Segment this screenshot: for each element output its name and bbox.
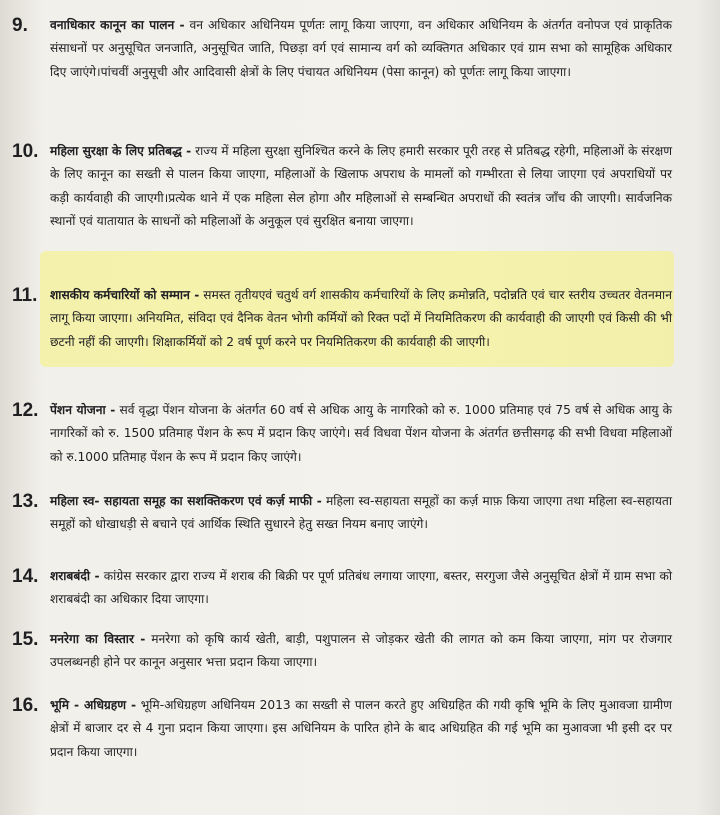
item-number: 9. (12, 15, 28, 36)
item-number: 11. (12, 285, 38, 306)
list-item-14 (12, 565, 672, 612)
item-heading: भूमि - अधिग्रहण - (50, 698, 137, 712)
list-item-11 (12, 284, 672, 354)
item-text: वन अधिकार अधिनियम पूर्णतः लागू किया जाएगा, वन अधिकार अधिनियम के अंतर्गत वनोपज एवं प्राकृतिक संसाधनों पर अनुसूचित जनजाति, अनुसूचित जाति, पिछड़ा वर्ग एवं सामान्य वर्ग को व्यक्तिगत अधिकार एवं ग्राम सभा को सामूहिक अधिकार दिए जाएंगे।पांचवीं अनुसूची और आदिवासी क्षेत्रों के लिए पंचायत अधिनियम (पेसा कानून) को पूर्णतः लागू किया जाएगा। (50, 18, 672, 79)
item-text: महिला स्व-सहायता समूहों का कर्ज़ माफ़ किया जाएगा तथा महिला स्व-सहायता समूहों को धोखाधड़ी से बचाने एवं आर्थिक स्थिति सुधारने हेतु सख्त नियम बनाए जाएंगे। (50, 494, 673, 532)
item-heading: महिला सुरक्षा के लिए प्रतिबद्ध - (50, 144, 192, 158)
item-number: 15. (12, 629, 39, 650)
item-number: 14. (12, 566, 39, 587)
item-heading: शासकीय कर्मचारियों को सम्मान - (50, 288, 200, 302)
page-shadow (698, 0, 720, 815)
list-item-15 (12, 628, 672, 675)
item-body (50, 399, 672, 469)
list-item-9 (12, 14, 672, 84)
item-number: 12. (12, 400, 39, 421)
item-number: 10. (12, 141, 39, 162)
item-text: राज्य में महिला सुरक्षा सुनिश्चित करने के लिए हमारी सरकार पूरी तरह से प्रतिबद्ध रहेगी, महिलाओं के संरक्षण के लिए कानून का सख्ती से पालन किया जाएगा, महिलाओं के खिलाफ अपराध के मामलों को गम्भीरता से लिया जाएगा एवं अपराधियों पर कड़ी कार्यवाही की जाएगी।प्रत्येक थाने में एक महिला सेल होगा और महिलाओं से सम्बन्धित अपराधों की स्वतंत्र जाँच की जाएगी। सार्वजनिक स्थानों एवं यातायात के साधनों को महिलाओं के अनुकूल एवं सुरक्षित बनाया जाएगा। (50, 144, 673, 228)
list-item-10 (12, 140, 672, 233)
item-body (50, 490, 672, 537)
item-body (50, 694, 672, 764)
item-body (50, 628, 672, 675)
item-body (50, 140, 672, 233)
item-body (50, 284, 672, 354)
item-number: 16. (12, 695, 39, 716)
item-heading: मनरेगा का विस्तार - (50, 632, 146, 646)
item-heading: महिला स्व- सहायता समूह का सशक्तिकरण एवं कर्ज़ माफी - (50, 494, 322, 508)
item-body (50, 565, 672, 612)
item-heading: वनाधिकार कानून का पालन - (50, 18, 185, 32)
list-item-16 (12, 694, 672, 764)
item-heading: शराबबंदी - (50, 569, 100, 583)
list-item-12 (12, 399, 672, 469)
item-text: मनरेगा को कृषि कार्य खेती, बाड़ी, पशुपालन से जोड़कर खेती की लागत को कम किया जाएगा, मांग पर रोजगार उपलब्धनही होने पर कानून अनुसार भत्ता प्रदान किया जाएगा। (50, 632, 673, 670)
item-heading: पेंशन योजना - (50, 403, 116, 417)
item-text: भूमि-अधिग्रहण अधिनियम 2013 का सख्ती से पालन करते हुए अधिग्रहित की गयी कृषि भूमि के लिए मुआवजा ग्रामीण क्षेत्रों में बाजार दर से 4 गुना प्रदान किया जाएगा। इस अधिनियम के पारित होने के बाद अधिग्रहित की गई भूमि का मुआवजा भी इसी दर पर प्रदान किया जाएगा। (50, 698, 672, 759)
item-number: 13. (12, 491, 39, 512)
item-text: सर्व वृद्धा पेंशन योजना के अंतर्गत 60 वर्ष से अधिक आयु के नागरिको को रु. 1000 प्रतिमाह एवं 75 वर्ष से अधिक आयु के नागरिकों को रु. 1500 प्रतिमाह पेंशन के रूप में प्रदान किए जाएंगे। सर्व विधवा पेंशन योजना के अंतर्गत छत्तीसगढ़ की सभी विधवा महिलाओं को रु.1000 प्रतिमाह पेंशन के रूप में प्रदान किए जाएंगे। (50, 403, 672, 464)
item-body (50, 14, 672, 84)
item-text: समस्त तृतीयएवं चतुर्थ वर्ग शासकीय कर्मचारियों के लिए क्रमोन्नति, पदोन्नति एवं चार स्तरीय उच्चतर वेतनमान लागू किया जाएगा। अनियमित, संविदा एवं दैनिक वेतन भोगी कर्मियों को रिक्त पदों में नियमितिकरण की कार्यवाही की जाएगी एवं किसी की भी छटनी नहीं की जाएगी। शिक्षाकर्मियों को 2 वर्ष पूर्ण करने पर नियमितिकरण की कार्यवाही की जाएगी। (50, 288, 672, 349)
list-item-13 (12, 490, 672, 537)
item-text: कांग्रेस सरकार द्वारा राज्य में शराब की बिक्री पर पूर्ण प्रतिबंध लगाया जाएगा, बस्तर, सरगुजा जैसे अनुसूचित क्षेत्रों में ग्राम सभा को शराबबंदी का अधिकार दिया जाएगा। (50, 569, 672, 607)
